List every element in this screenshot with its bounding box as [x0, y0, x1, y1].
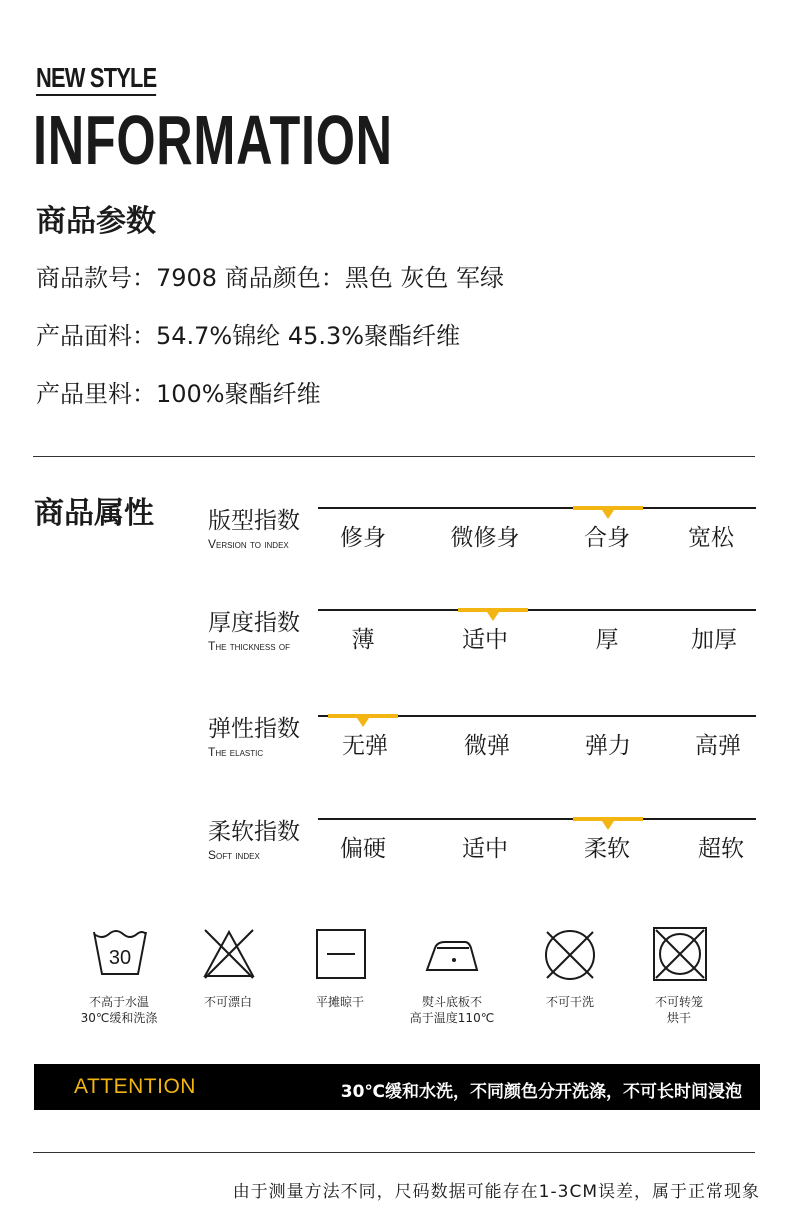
- dry-flat-icon: [315, 928, 367, 980]
- index-option: 微修身: [450, 525, 520, 551]
- care-label: 熨斗底板不 高于温度110℃: [409, 995, 495, 1025]
- no-tumble-dry-icon: [652, 926, 708, 982]
- attention-label: ATTENTION: [74, 1075, 196, 1098]
- no-dry-clean-icon: [543, 928, 597, 982]
- index-option: 宽松: [688, 525, 734, 551]
- divider-bottom: [33, 1152, 755, 1153]
- param-lining: 产品里料：100%聚酯纤维: [36, 380, 321, 408]
- index-label-en: Version to index: [208, 537, 289, 551]
- index-scale-line: [318, 609, 756, 611]
- index-option: 薄: [351, 627, 375, 653]
- index-label-en: Soft index: [208, 848, 260, 862]
- attributes-title: 商品属性: [34, 496, 154, 531]
- index-scale-line: [318, 818, 756, 820]
- index-option: 合身: [584, 525, 630, 551]
- information-heading: INFORMATION: [33, 101, 393, 179]
- index-option: 高弹: [695, 733, 741, 759]
- selected-marker: [573, 506, 643, 510]
- svg-text:30: 30: [108, 947, 132, 969]
- attention-bar: [34, 1064, 760, 1110]
- index-scale-line: [318, 715, 756, 717]
- index-option: 柔软: [584, 836, 630, 862]
- index-label: 厚度指数: [208, 610, 300, 636]
- index-option: 适中: [462, 627, 508, 653]
- iron-low-icon: [423, 934, 483, 974]
- divider-top: [33, 456, 755, 457]
- index-option: 超软: [698, 836, 744, 862]
- index-option: 无弹: [342, 733, 388, 759]
- care-label: 不可转笼 烘干: [654, 995, 703, 1025]
- index-option: 厚: [595, 627, 619, 653]
- index-option: 微弹: [464, 733, 510, 759]
- selected-marker: [573, 817, 643, 821]
- selected-marker: [328, 714, 398, 718]
- care-label: 不可干洗: [545, 995, 594, 1009]
- index-option: 弹力: [585, 733, 631, 759]
- index-elasticity: [208, 715, 756, 785]
- selected-marker: [458, 608, 528, 612]
- index-label-en: The thickness of: [208, 639, 291, 653]
- index-fit: [208, 507, 756, 577]
- index-label: 弹性指数: [208, 716, 300, 742]
- index-scale-line: [318, 507, 756, 509]
- index-softness: [208, 818, 756, 888]
- index-option: 加厚: [691, 627, 737, 653]
- care-label: 不高于水温 30℃缓和洗涤: [80, 995, 158, 1025]
- new-style-heading: NEW STYLE: [36, 62, 156, 96]
- index-option: 修身: [340, 525, 386, 551]
- index-option: 偏硬: [340, 836, 386, 862]
- wash-30-icon: [92, 928, 148, 978]
- measurement-note: 由于测量方法不同，尺码数据可能存在1-3CM误差，属于正常现象: [232, 1182, 760, 1202]
- index-label: 版型指数: [208, 508, 300, 534]
- params-title: 商品参数: [36, 204, 156, 239]
- param-style-color: 商品款号：7908 商品颜色：黑色 灰色 军绿: [36, 264, 504, 292]
- care-label: 平摊晾干: [315, 995, 364, 1009]
- index-label-en: The elastic: [208, 745, 264, 759]
- index-label: 柔软指数: [208, 819, 300, 845]
- attention-text: 30℃缓和水洗，不同颜色分开洗涤，不可长时间浸泡: [340, 1082, 742, 1102]
- index-option: 适中: [462, 836, 508, 862]
- no-bleach-icon: [201, 928, 257, 980]
- index-thickness: [208, 609, 756, 679]
- param-fabric: 产品面料：54.7%锦纶 45.3%聚酯纤维: [36, 322, 461, 350]
- care-label: 不可漂白: [203, 995, 252, 1009]
